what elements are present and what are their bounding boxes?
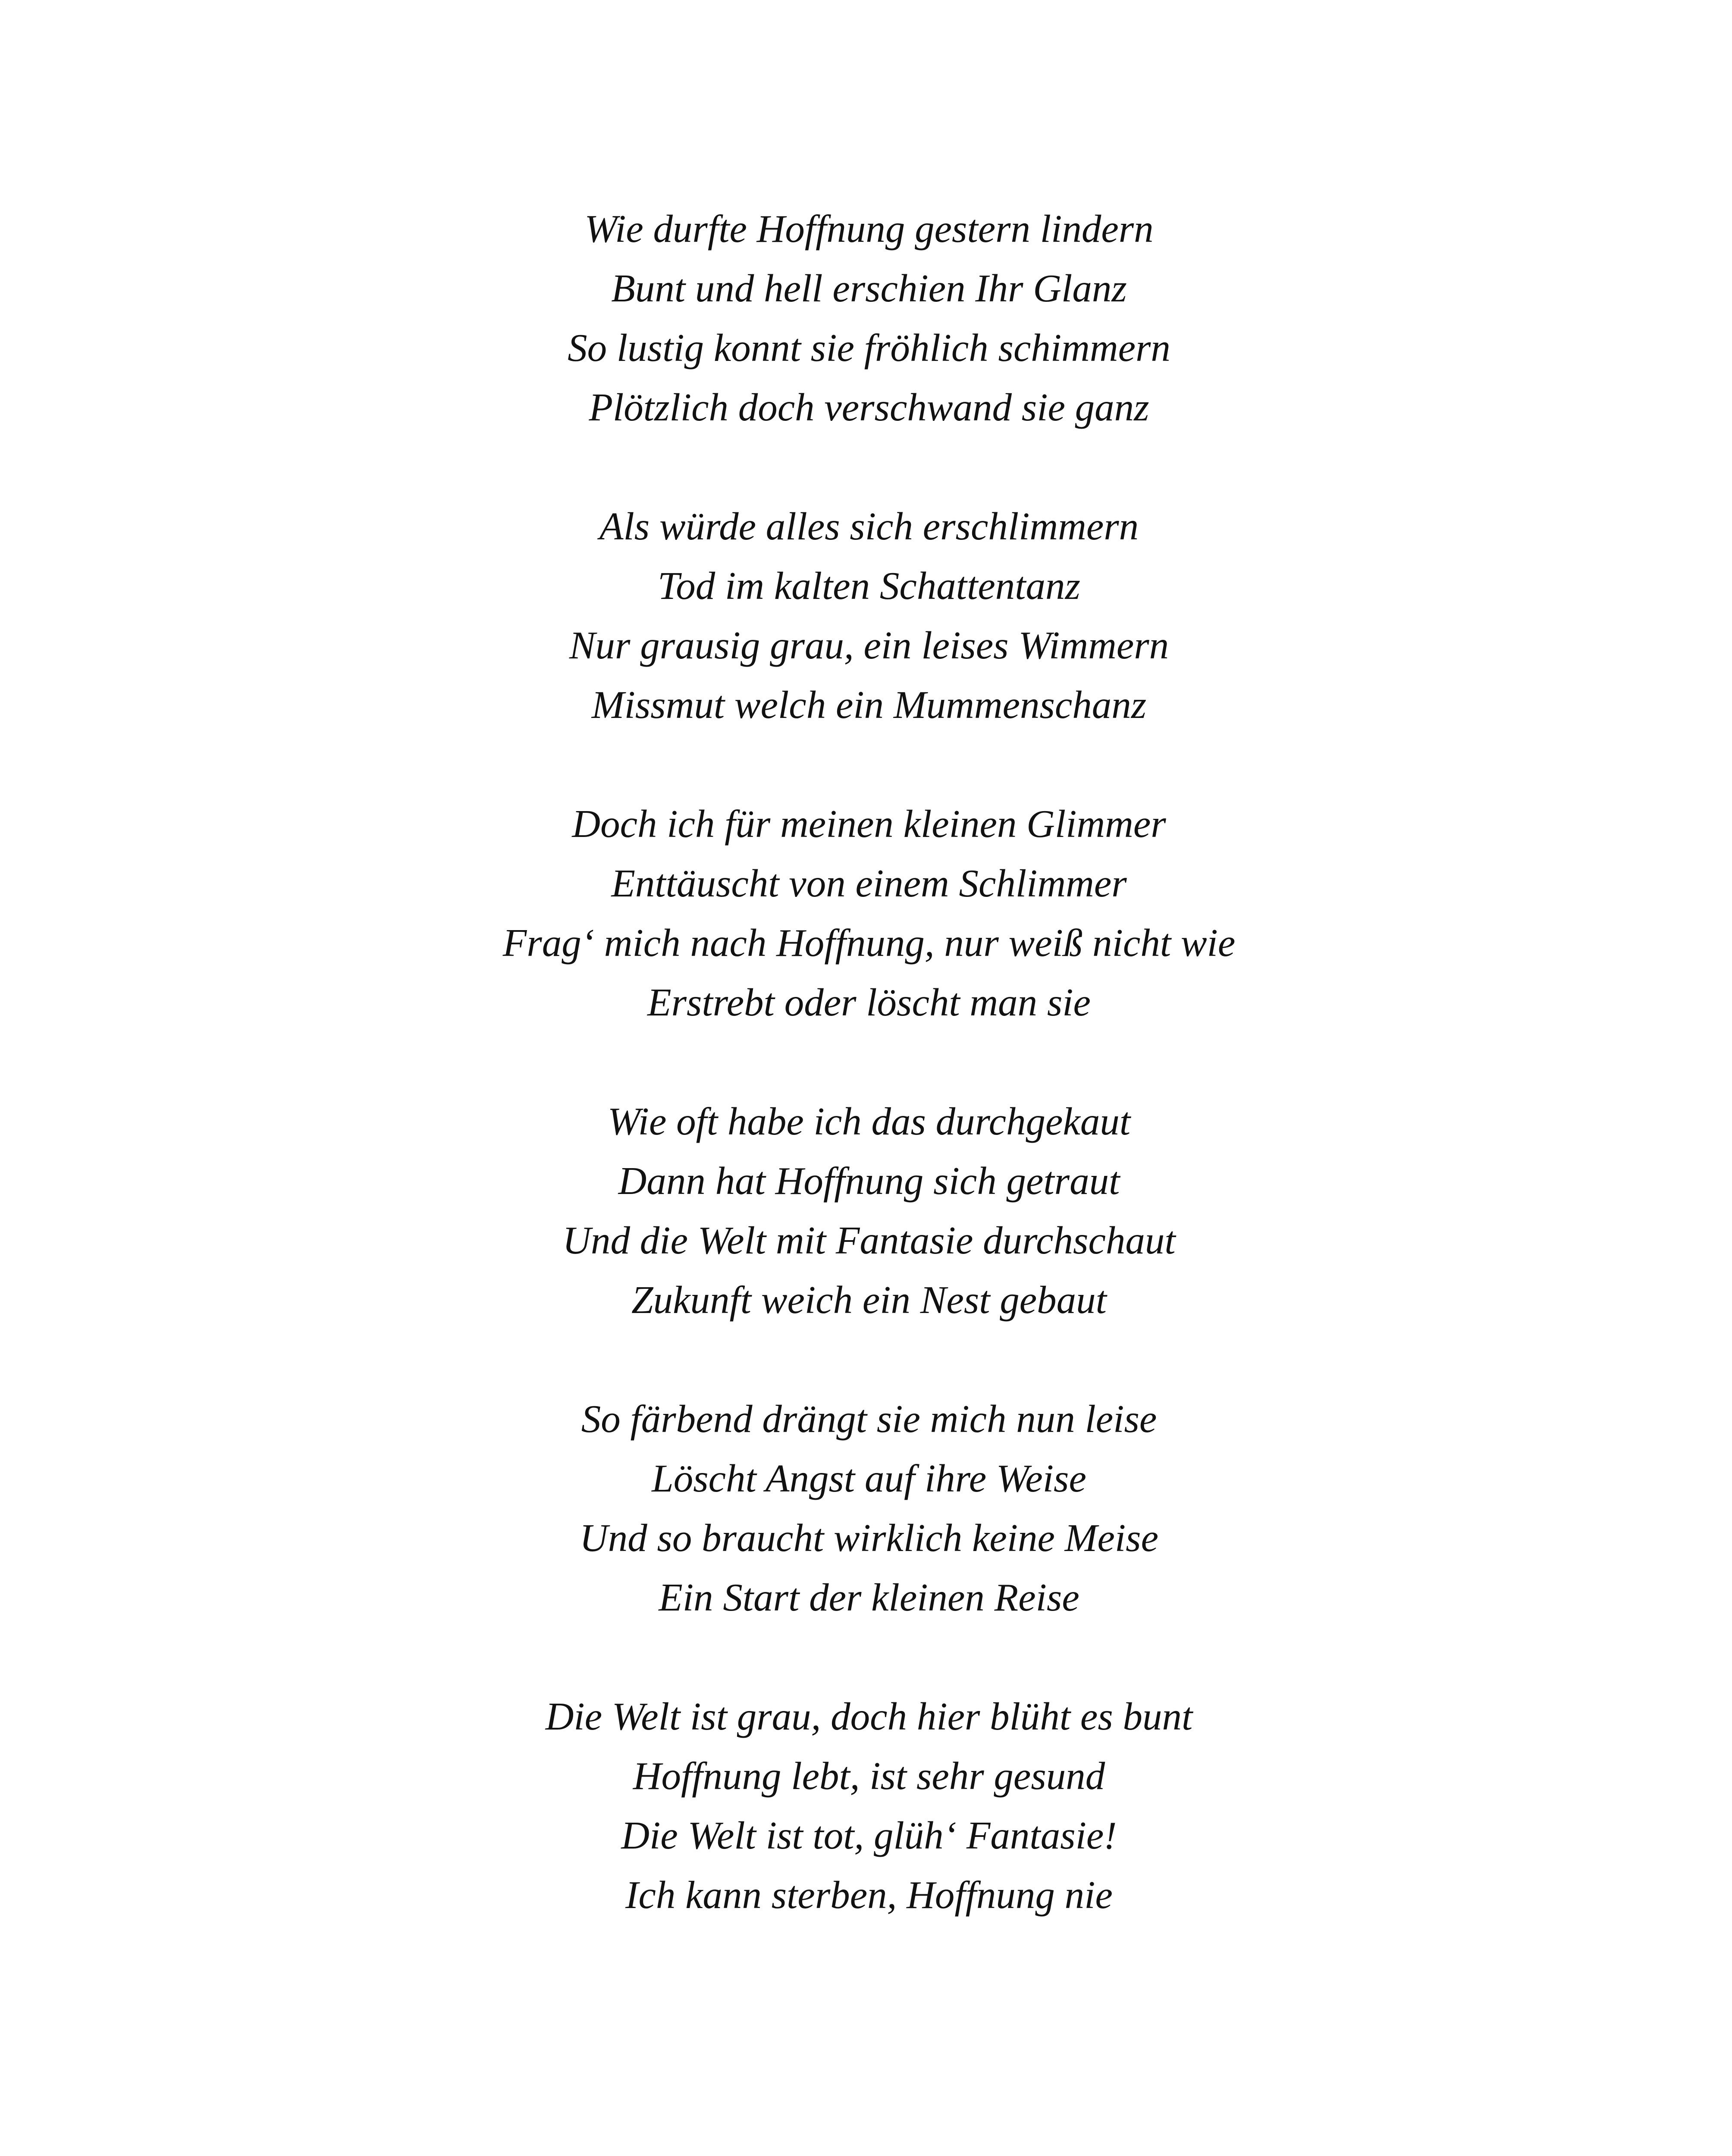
poem-line: Erstrebt oder löscht man sie bbox=[647, 981, 1091, 1024]
poem-line: Frag‘ mich nach Hoffnung, nur weiß nicht wie bbox=[502, 921, 1236, 965]
stanza-1 bbox=[0, 199, 1732, 437]
poem-line: Enttäuscht von einem Schlimmer bbox=[611, 862, 1127, 905]
poem-line: Wie durfte Hoffnung gestern lindern bbox=[584, 207, 1154, 251]
poem-line: Doch ich für meinen kleinen Glimmer bbox=[572, 802, 1166, 846]
poem-line: Als würde alles sich erschlimmern bbox=[599, 505, 1139, 548]
stanza-6 bbox=[0, 1687, 1732, 1925]
poem-line: So färbend drängt sie mich nun leise bbox=[581, 1397, 1157, 1441]
poem-line: Die Welt ist tot, glüh‘ Fantasie! bbox=[621, 1814, 1117, 1857]
poem-line: Bunt und hell erschien Ihr Glanz bbox=[611, 266, 1127, 310]
poem-line: Und die Welt mit Fantasie durchschaut bbox=[562, 1219, 1176, 1262]
poem-line: Missmut welch ein Mummenschanz bbox=[591, 683, 1147, 727]
stanza-2 bbox=[0, 497, 1732, 735]
poem bbox=[0, 199, 1732, 1984]
poem-line: Dann hat Hoffnung sich getraut bbox=[618, 1159, 1120, 1203]
poem-line: Und so braucht wirklich keine Meise bbox=[580, 1516, 1158, 1560]
stanza-5 bbox=[0, 1389, 1732, 1627]
poem-line: Zukunft weich ein Nest gebaut bbox=[631, 1278, 1107, 1322]
poem-line: Löscht Angst auf ihre Weise bbox=[652, 1457, 1086, 1500]
poem-line: Wie oft habe ich das durchgekaut bbox=[607, 1100, 1131, 1143]
poem-line: Die Welt ist grau, doch hier blüht es bunt bbox=[545, 1695, 1193, 1738]
poem-line: Tod im kalten Schattentanz bbox=[658, 564, 1080, 608]
stanza-3 bbox=[0, 794, 1732, 1032]
poem-line: Plötzlich doch verschwand sie ganz bbox=[589, 385, 1149, 429]
poem-line: Ich kann sterben, Hoffnung nie bbox=[625, 1873, 1113, 1917]
poem-line: So lustig konnt sie fröhlich schimmern bbox=[568, 326, 1170, 370]
poem-line: Nur grausig grau, ein leises Wimmern bbox=[569, 624, 1169, 667]
stanza-4 bbox=[0, 1092, 1732, 1330]
poem-line: Ein Start der kleinen Reise bbox=[659, 1576, 1079, 1619]
poem-line: Hoffnung lebt, ist sehr gesund bbox=[633, 1754, 1105, 1798]
